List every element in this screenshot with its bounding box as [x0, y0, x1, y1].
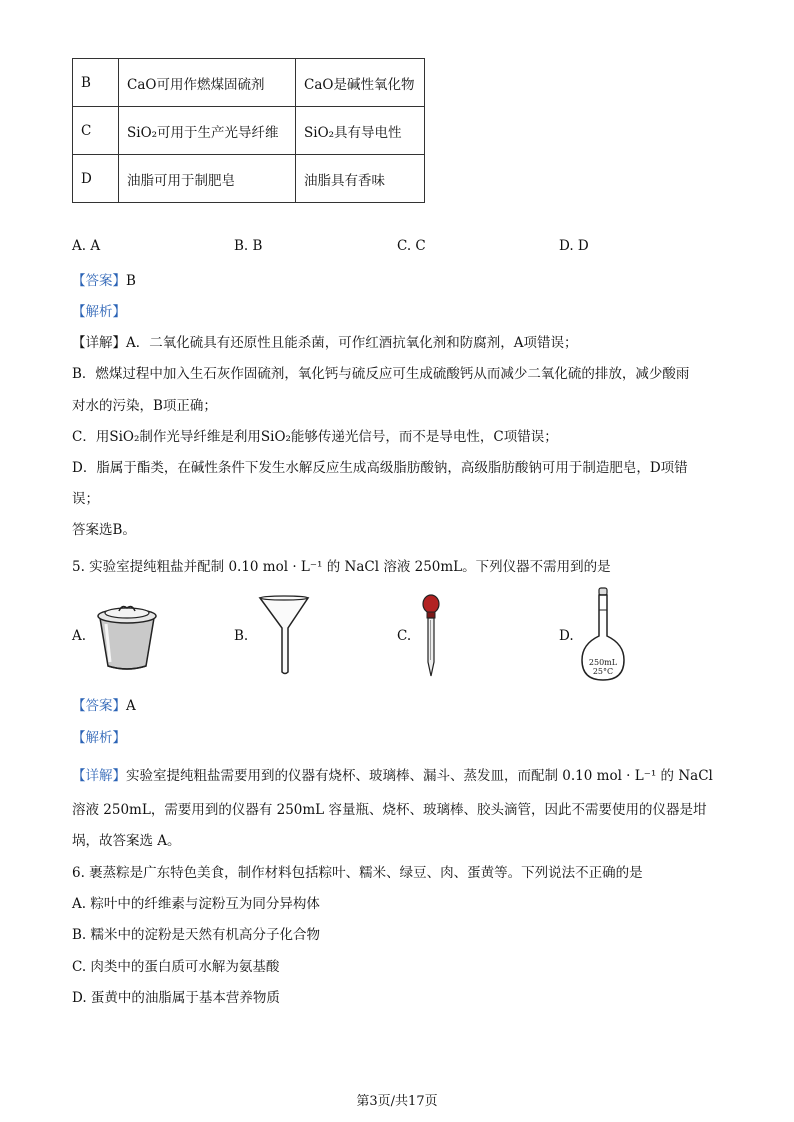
answer-tag: 【答案】: [72, 273, 126, 289]
conclusion: 答案选B。: [72, 522, 136, 538]
options-table: [72, 58, 425, 203]
crucible-icon: [92, 600, 162, 672]
flask-volume-label: 250mL: [588, 658, 618, 667]
dropper-icon: [418, 594, 444, 678]
analysis-tag: 【解析】: [72, 304, 126, 320]
answer-tag: 【答案】: [72, 698, 126, 714]
row-statement-1: SiO₂可用于生产光导纤维: [119, 107, 296, 155]
flask-temp-label: 25°C: [592, 667, 614, 676]
row-statement-2: CaO是碱性氧化物: [296, 59, 425, 107]
row-key: C: [73, 107, 119, 155]
detail-line-d1: D．脂属于酯类，在碱性条件下发生水解反应生成高级脂肪酸钠，高级脂肪酸钠可用于制造肥皂，D项错: [72, 460, 688, 476]
q6-option-b: B. 糯米中的淀粉是天然有机高分子化合物: [72, 927, 321, 943]
choice-b: B. B: [234, 238, 263, 254]
figure-label-c: C.: [397, 628, 412, 644]
detail-line-b2: 对水的污染，B项正确；: [72, 398, 217, 414]
row-statement-2: SiO₂具有导电性: [296, 107, 425, 155]
table-row: [73, 59, 425, 107]
detail-line-a: [72, 331, 578, 351]
funnel-icon: [258, 594, 310, 676]
choice-c: C. C: [397, 238, 426, 254]
q5-stem: 5. 实验室提纯粗盐并配制 0.10 mol · L⁻¹ 的 NaCl 溶液 250mL。下列仪器不需用到的是: [72, 559, 611, 575]
detail-text: 实验室提纯粗盐需要用到的仪器有烧杯、玻璃棒、漏斗、蒸发皿，而配制 0.10 mol · L⁻¹ 的 NaCl: [126, 768, 713, 784]
q5-answer-line: [72, 694, 136, 714]
detail-tag: 【详解】: [72, 768, 126, 784]
detail-line-d2: 误；: [72, 491, 99, 507]
q5-detail-line-2: 溶液 250mL，需要用到的仪器有 250mL 容量瓶、烧杯、玻璃棒、胶头滴管，因此不需要使用的仪器是坩: [72, 802, 707, 818]
detail-text: A．二氧化硫具有还原性且能杀菌，可作红酒抗氧化剂和防腐剂，A项错误；: [126, 335, 578, 351]
figure-label-b: B.: [234, 628, 249, 644]
volumetric-flask-icon: [580, 586, 626, 682]
row-key: B: [73, 59, 119, 107]
answer-value: B: [126, 273, 136, 289]
q6-stem: 6. 裹蒸粽是广东特色美食，制作材料包括粽叶、糯米、绿豆、肉、蛋黄等。下列说法不正确的是: [72, 865, 643, 881]
q4-answer-line: [72, 269, 136, 289]
q6-option-c: C. 肉类中的蛋白质可水解为氨基酸: [72, 959, 280, 975]
answer-value: A: [126, 698, 136, 714]
q5-detail-line-3: 埚，故答案选 A。: [72, 833, 181, 849]
page-number: 第3页/共17页: [356, 1094, 438, 1109]
figure-label-d: D.: [559, 628, 574, 644]
detail-line-c: C．用SiO₂制作光导纤维是利用SiO₂能够传递光信号，而不是导电性，C项错误；: [72, 429, 558, 445]
row-key: D: [73, 155, 119, 203]
table-row: [73, 155, 425, 203]
table-row: [73, 107, 425, 155]
q6-option-d: D. 蛋黄中的油脂属于基本营养物质: [72, 990, 280, 1006]
row-statement-2: 油脂具有香味: [296, 155, 425, 203]
q5-detail-line-1: [72, 764, 713, 784]
detail-tag: 【详解】: [72, 335, 126, 351]
detail-line-b1: B．燃煤过程中加入生石灰作固硫剂，氧化钙与硫反应可生成硫酸钙从而减少二氧化硫的排放，减少酸雨: [72, 366, 690, 382]
row-statement-1: CaO可用作燃煤固硫剂: [119, 59, 296, 107]
row-statement-1: 油脂可用于制肥皂: [119, 155, 296, 203]
analysis-tag: 【解析】: [72, 730, 126, 746]
q6-option-a: A. 粽叶中的纤维素与淀粉互为同分异构体: [72, 896, 320, 912]
choice-a: A. A: [72, 238, 101, 254]
figure-label-a: A.: [72, 628, 87, 644]
choice-d: D. D: [559, 238, 589, 254]
